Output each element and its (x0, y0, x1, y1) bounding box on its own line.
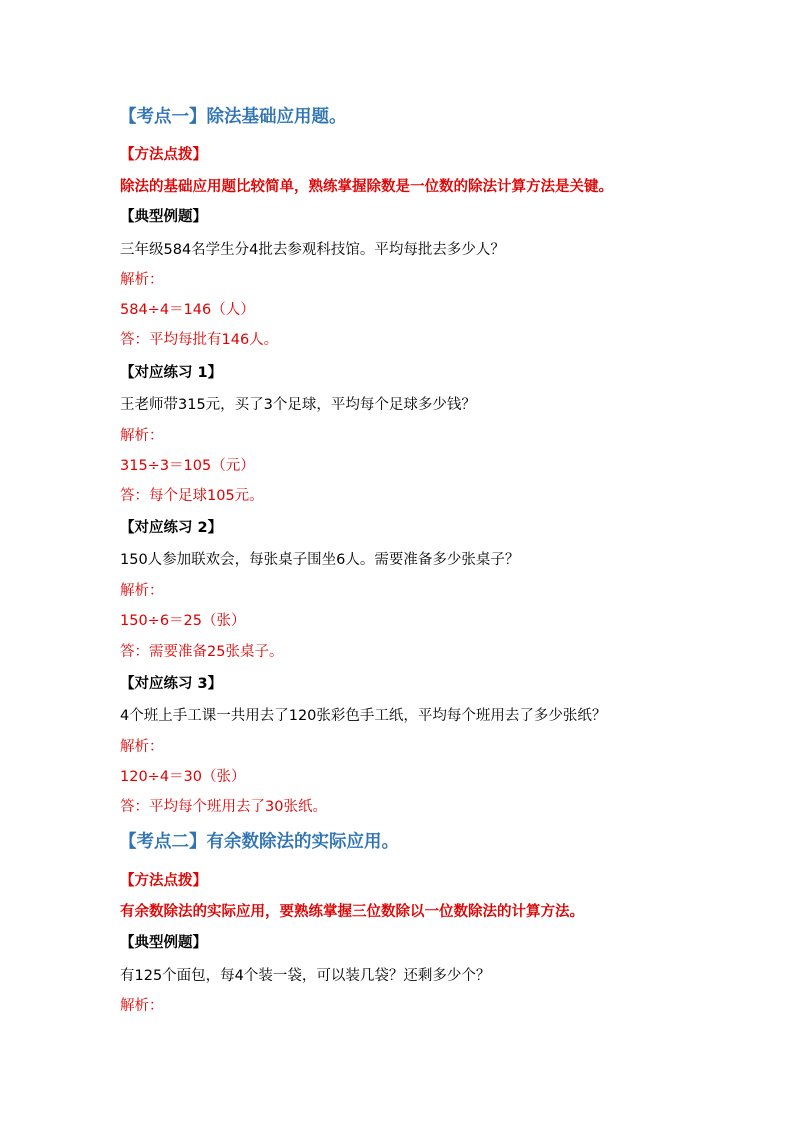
section2-title: 【考点二】有余数除法的实际应用。 (119, 832, 399, 852)
practice1-formula: 315÷3＝105（元） (120, 458, 255, 474)
practice1-answer: 答：每个足球105元。 (120, 488, 264, 504)
section1-example-analysis: 解析： (120, 272, 164, 288)
section1-title: 【考点一】除法基础应用题。 (119, 107, 347, 127)
section2-method-label: 【方法点拨】 (120, 873, 207, 889)
section1-method-text: 除法的基础应用题比较简单，熟练掌握除数是一位数的除法计算方法是关键。 (120, 179, 613, 195)
section2-method-text: 有余数除法的实际应用，要熟练掌握三位数除以一位数除法的计算方法。 (120, 904, 584, 920)
section2-example-analysis: 解析： (120, 998, 164, 1014)
practice2-answer: 答：需要准备25张桌子。 (120, 644, 284, 660)
section1-example-answer: 答：平均每批有146人。 (120, 332, 279, 348)
section1-example-label: 【典型例题】 (120, 209, 207, 225)
practice3-answer: 答：平均每个班用去了30张纸。 (120, 799, 327, 815)
section2-example-question: 有125个面包，每4个装一袋，可以装几袋？还剩多少个？ (120, 968, 491, 984)
practice2-analysis: 解析： (120, 583, 164, 599)
practice2-question: 150人参加联欢会，每张桌子围坐6人。需要准备多少张桌子？ (120, 552, 520, 568)
practice3-formula: 120÷4＝30（张） (120, 769, 246, 785)
practice3-analysis: 解析： (120, 739, 164, 755)
practice1-question: 王老师带315元，买了3个足球，平均每个足球多少钱？ (120, 397, 476, 413)
practice3-label: 【对应练习 3】 (120, 676, 223, 692)
section2-example-label: 【典型例题】 (120, 935, 207, 951)
practice2-formula: 150÷6＝25（张） (120, 613, 246, 629)
practice1-analysis: 解析： (120, 428, 164, 444)
practice1-label: 【对应练习 1】 (120, 365, 223, 381)
practice2-label: 【对应练习 2】 (120, 520, 223, 536)
practice3-question: 4个班上手工课一共用去了120张彩色手工纸，平均每个班用去了多少张纸？ (120, 708, 607, 724)
section1-method-label: 【方法点拨】 (120, 147, 207, 163)
section1-example-question: 三年级584名学生分4批去参观科技馆。平均每批去多少人？ (120, 242, 505, 258)
section1-example-formula: 584÷4＝146（人） (120, 302, 255, 318)
